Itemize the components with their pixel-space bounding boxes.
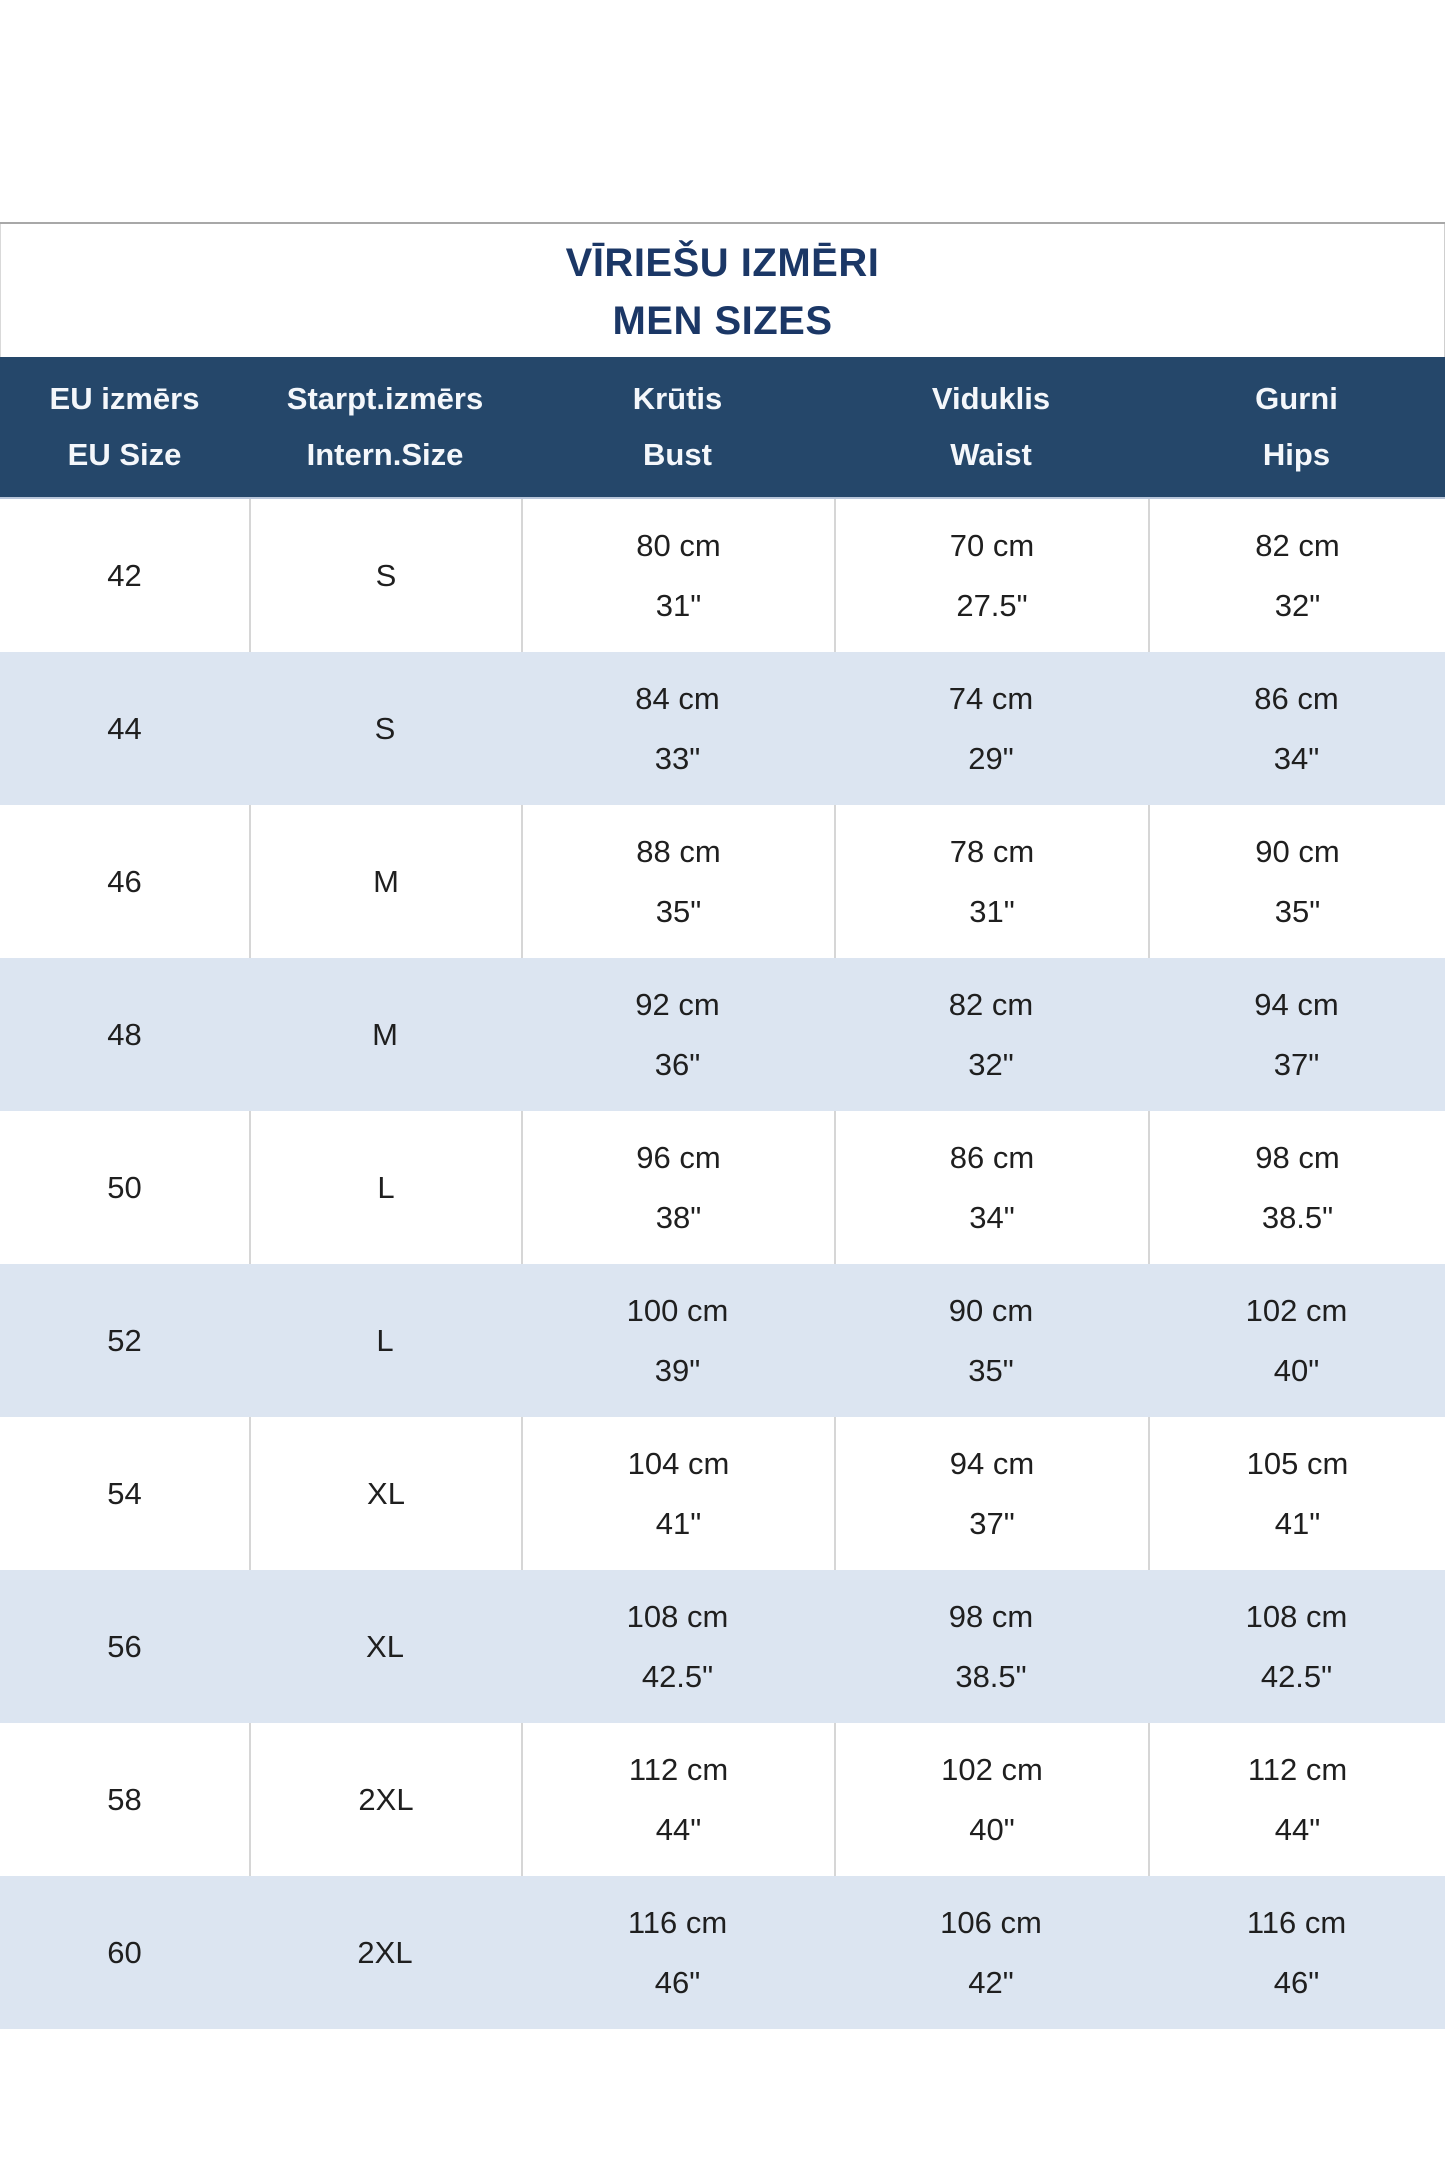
waist-in-value: 29"	[968, 740, 1014, 776]
intl-value: M	[372, 1016, 398, 1052]
cell-eu	[0, 1111, 249, 1264]
bust-in-value: 46"	[654, 1964, 701, 2000]
header-cell-bust	[521, 357, 834, 497]
header-cell-hips	[1148, 357, 1445, 497]
bust-cm-value: 92 cm	[635, 986, 720, 1022]
hips-in-value: 41"	[1274, 1505, 1321, 1541]
cell-intl	[249, 499, 521, 652]
bust-cm-value: 80 cm	[636, 527, 721, 563]
table-header-row	[0, 357, 1445, 499]
cell-bust	[521, 1417, 834, 1570]
hips-cm-value: 108 cm	[1245, 1598, 1348, 1634]
bust-in-value: 35"	[655, 893, 702, 929]
cell-hips	[1148, 1111, 1445, 1264]
eu-value: 56	[107, 1628, 142, 1664]
cell-hips	[1148, 499, 1445, 652]
header-label-lv: Starpt.izmērs	[286, 381, 484, 416]
cell-hips	[1148, 1417, 1445, 1570]
waist-in-value: 34"	[969, 1199, 1015, 1235]
bust-in-value: 41"	[655, 1505, 702, 1541]
header-cell-waist	[834, 357, 1148, 497]
cell-intl	[249, 1876, 521, 2029]
waist-cm-value: 74 cm	[948, 680, 1034, 716]
title-line-latvian: VĪRIEŠU IZMĒRI	[565, 241, 880, 285]
waist-cm-value: 98 cm	[948, 1598, 1034, 1634]
hips-cm-value: 82 cm	[1255, 527, 1340, 563]
bust-cm-value: 88 cm	[636, 833, 721, 869]
header-label-en: Hips	[1262, 437, 1331, 472]
bust-cm-value: 96 cm	[636, 1139, 721, 1175]
table-row	[0, 958, 1445, 1111]
cell-hips	[1148, 805, 1445, 958]
hips-in-value: 38.5"	[1261, 1199, 1334, 1235]
waist-cm-value: 102 cm	[941, 1751, 1043, 1787]
hips-in-value: 32"	[1274, 587, 1321, 623]
bust-cm-value: 116 cm	[627, 1904, 728, 1940]
hips-cm-value: 90 cm	[1255, 833, 1340, 869]
bust-in-value: 38"	[655, 1199, 702, 1235]
hips-in-value: 46"	[1273, 1964, 1320, 2000]
cell-eu	[0, 1570, 249, 1723]
cell-bust	[521, 1111, 834, 1264]
cell-waist	[834, 1417, 1148, 1570]
cell-eu	[0, 1264, 249, 1417]
intl-value: XL	[367, 1475, 405, 1511]
table-row	[0, 1570, 1445, 1723]
cell-hips	[1148, 1876, 1445, 2029]
cell-eu	[0, 499, 249, 652]
waist-cm-value: 78 cm	[949, 833, 1035, 869]
bust-cm-value: 108 cm	[626, 1598, 729, 1634]
header-cell-eu-size	[0, 357, 249, 497]
cell-hips	[1148, 1264, 1445, 1417]
intl-value: XL	[366, 1628, 404, 1664]
waist-in-value: 37"	[969, 1505, 1015, 1541]
eu-value: 48	[107, 1016, 142, 1052]
cell-eu	[0, 1723, 249, 1876]
bust-cm-value: 100 cm	[626, 1292, 729, 1328]
cell-bust	[521, 1264, 834, 1417]
header-cell-intern-size	[249, 357, 521, 497]
cell-waist	[834, 1723, 1148, 1876]
cell-bust	[521, 652, 834, 805]
table-row	[0, 1417, 1445, 1570]
table-row	[0, 1876, 1445, 2029]
hips-cm-value: 94 cm	[1254, 986, 1339, 1022]
cell-waist	[834, 1570, 1148, 1723]
top-whitespace	[0, 0, 1445, 222]
hips-cm-value: 98 cm	[1255, 1139, 1340, 1175]
hips-in-value: 35"	[1274, 893, 1321, 929]
cell-hips	[1148, 1570, 1445, 1723]
cell-intl	[249, 1111, 521, 1264]
hips-in-value: 42.5"	[1260, 1658, 1333, 1694]
header-label-lv: Krūtis	[632, 381, 723, 416]
bust-cm-value: 112 cm	[628, 1751, 729, 1787]
cell-eu	[0, 958, 249, 1111]
table-row	[0, 1723, 1445, 1876]
waist-cm-value: 90 cm	[948, 1292, 1034, 1328]
hips-in-value: 44"	[1274, 1811, 1321, 1847]
waist-cm-value: 94 cm	[949, 1445, 1035, 1481]
cell-intl	[249, 1570, 521, 1723]
waist-in-value: 38.5"	[955, 1658, 1027, 1694]
cell-bust	[521, 1876, 834, 2029]
table-body	[0, 499, 1445, 2029]
waist-cm-value: 86 cm	[949, 1139, 1035, 1175]
cell-bust	[521, 1570, 834, 1723]
cell-bust	[521, 805, 834, 958]
hips-cm-value: 105 cm	[1246, 1445, 1349, 1481]
intl-value: S	[375, 557, 397, 593]
waist-cm-value: 106 cm	[940, 1904, 1042, 1940]
cell-intl	[249, 652, 521, 805]
eu-value: 50	[107, 1169, 142, 1205]
intl-value: L	[376, 1322, 394, 1358]
table-row	[0, 652, 1445, 805]
eu-value: 60	[107, 1934, 142, 1970]
cell-hips	[1148, 958, 1445, 1111]
hips-cm-value: 86 cm	[1254, 680, 1339, 716]
waist-cm-value: 82 cm	[948, 986, 1034, 1022]
cell-bust	[521, 1723, 834, 1876]
header-label-en: Bust	[643, 437, 712, 472]
waist-in-value: 40"	[969, 1811, 1015, 1847]
cell-hips	[1148, 1723, 1445, 1876]
bust-in-value: 31"	[655, 587, 702, 623]
table-row	[0, 499, 1445, 652]
cell-bust	[521, 499, 834, 652]
header-label-en: Waist	[950, 437, 1032, 472]
waist-in-value: 27.5"	[956, 587, 1028, 623]
eu-value: 46	[107, 863, 142, 899]
eu-value: 44	[107, 710, 142, 746]
cell-intl	[249, 1723, 521, 1876]
cell-intl	[249, 1417, 521, 1570]
header-label-lv: Gurni	[1255, 381, 1338, 416]
header-label-en: Intern.Size	[306, 437, 464, 472]
cell-intl	[249, 1264, 521, 1417]
eu-value: 42	[107, 557, 142, 593]
header-label-lv: EU izmērs	[49, 381, 200, 416]
waist-in-value: 35"	[968, 1352, 1014, 1388]
header-label-en: EU Size	[67, 437, 182, 472]
bust-in-value: 33"	[654, 740, 701, 776]
size-chart-table	[0, 222, 1445, 2029]
table-row	[0, 1111, 1445, 1264]
cell-intl	[249, 958, 521, 1111]
waist-in-value: 32"	[968, 1046, 1014, 1082]
title-line-english: MEN SIZES	[612, 299, 833, 343]
hips-cm-value: 116 cm	[1246, 1904, 1347, 1940]
bust-cm-value: 84 cm	[635, 680, 720, 716]
bust-in-value: 36"	[654, 1046, 701, 1082]
table-row	[0, 805, 1445, 958]
table-title	[0, 224, 1445, 357]
cell-eu	[0, 805, 249, 958]
cell-waist	[834, 958, 1148, 1111]
eu-value: 52	[107, 1322, 142, 1358]
waist-in-value: 42"	[968, 1964, 1014, 2000]
waist-cm-value: 70 cm	[949, 527, 1035, 563]
bust-in-value: 44"	[655, 1811, 702, 1847]
cell-intl	[249, 805, 521, 958]
intl-value: 2XL	[358, 1781, 414, 1817]
intl-value: L	[377, 1169, 395, 1205]
cell-bust	[521, 958, 834, 1111]
eu-value: 58	[107, 1781, 142, 1817]
cell-eu	[0, 1417, 249, 1570]
bust-in-value: 42.5"	[641, 1658, 714, 1694]
header-label-lv: Viduklis	[931, 381, 1051, 416]
cell-waist	[834, 805, 1148, 958]
cell-waist	[834, 1111, 1148, 1264]
hips-cm-value: 102 cm	[1245, 1292, 1348, 1328]
hips-in-value: 40"	[1273, 1352, 1320, 1388]
hips-in-value: 34"	[1273, 740, 1320, 776]
hips-in-value: 37"	[1273, 1046, 1320, 1082]
intl-value: 2XL	[357, 1934, 413, 1970]
cell-eu	[0, 1876, 249, 2029]
cell-waist	[834, 499, 1148, 652]
cell-hips	[1148, 652, 1445, 805]
eu-value: 54	[107, 1475, 142, 1511]
cell-waist	[834, 1264, 1148, 1417]
bust-in-value: 39"	[654, 1352, 701, 1388]
cell-waist	[834, 652, 1148, 805]
intl-value: M	[373, 863, 399, 899]
hips-cm-value: 112 cm	[1247, 1751, 1348, 1787]
cell-eu	[0, 652, 249, 805]
table-row	[0, 1264, 1445, 1417]
cell-waist	[834, 1876, 1148, 2029]
bust-cm-value: 104 cm	[627, 1445, 730, 1481]
waist-in-value: 31"	[969, 893, 1015, 929]
intl-value: S	[374, 710, 396, 746]
